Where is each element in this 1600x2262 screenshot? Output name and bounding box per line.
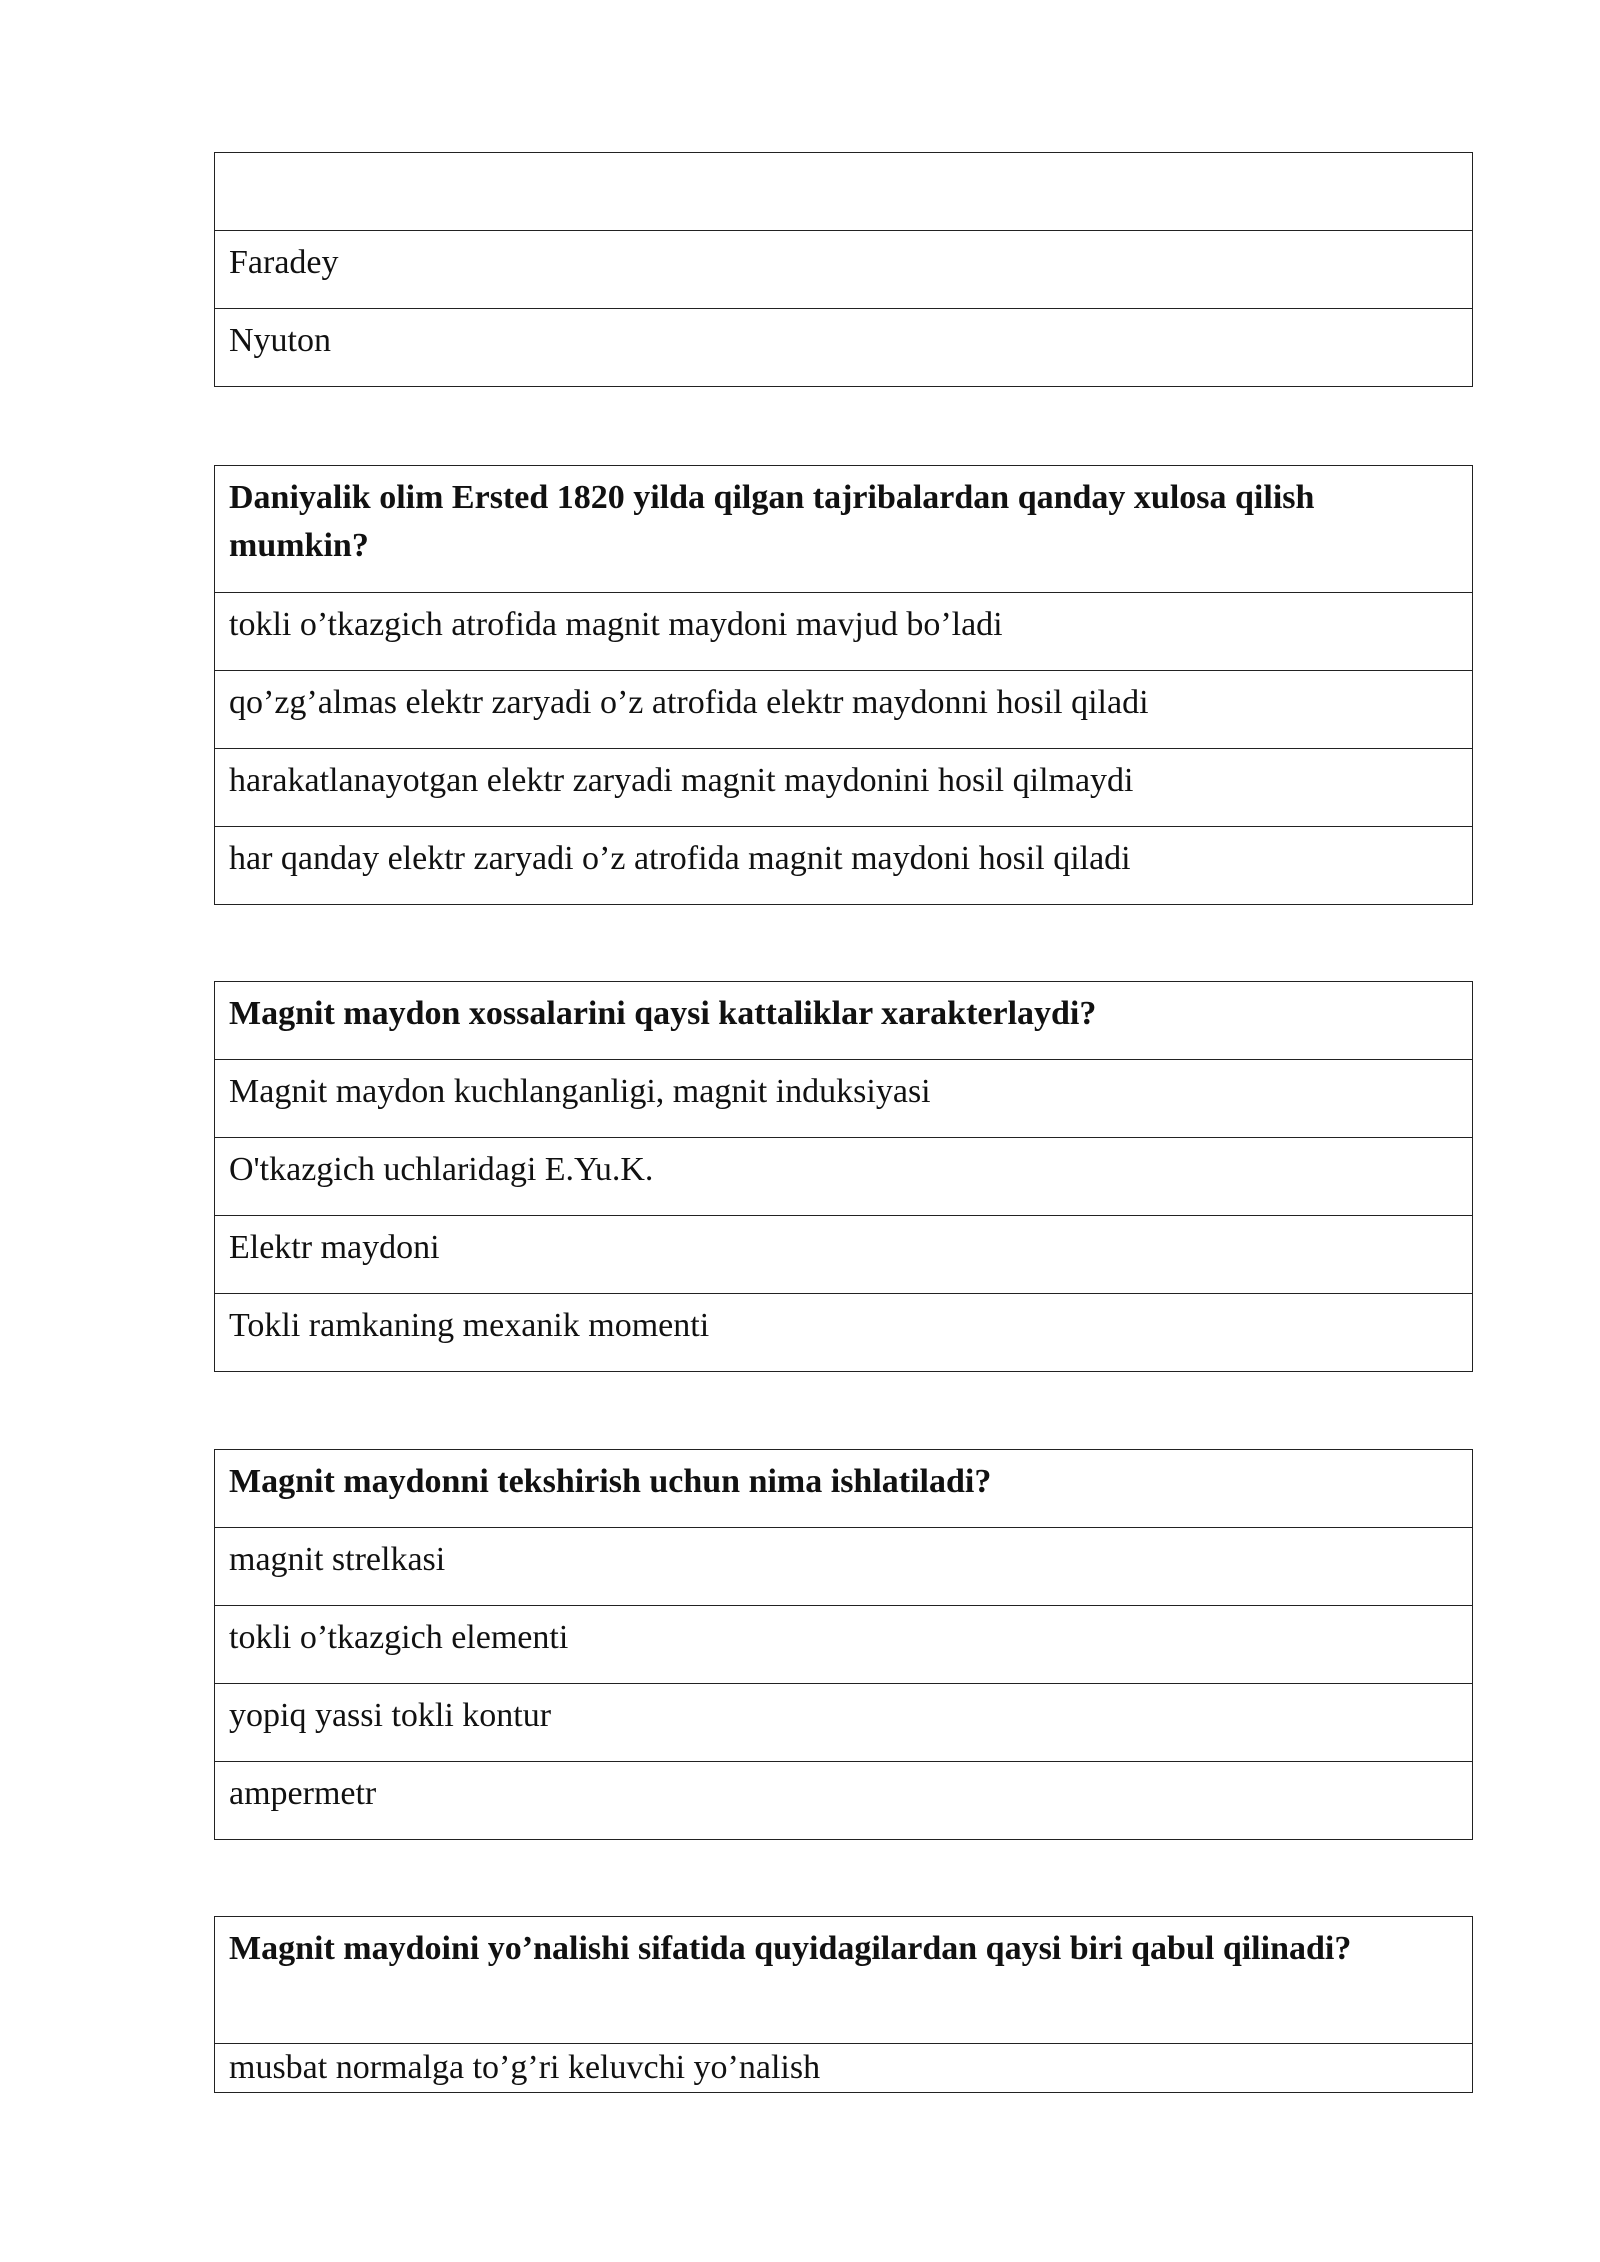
answer-option: qo’zg’almas elektr zaryadi o’z atrofida elektr maydonni hosil qiladi (215, 671, 1473, 749)
answer-option: O'tkazgich uchlaridagi E.Yu.K. (215, 1138, 1473, 1216)
answer-option: yopiq yassi tokli kontur (215, 1684, 1473, 1762)
question-table-0 (214, 152, 1473, 387)
answer-option: ampermetr (215, 1762, 1473, 1840)
question-table-2 (214, 981, 1473, 1372)
answer-option: Tokli ramkaning mexanik momenti (215, 1294, 1473, 1372)
answer-row (215, 671, 1473, 749)
answer-row (215, 1762, 1473, 1840)
question-table-3 (214, 1449, 1473, 1840)
question-table-4 (214, 1916, 1473, 2093)
question-row (215, 153, 1473, 231)
answer-option: Elektr maydoni (215, 1216, 1473, 1294)
answer-option: Magnit maydon kuchlanganligi, magnit induksiyasi (215, 1060, 1473, 1138)
answer-option: tokli o’tkazgich atrofida magnit maydoni mavjud bo’ladi (215, 593, 1473, 671)
question-text (215, 153, 1473, 231)
answer-option: musbat normalga to’g’ri keluvchi yo’nalish (215, 2044, 1473, 2093)
question-text: Magnit maydoini yo’nalishi sifatida quyidagilardan qaysi biri qabul qilinadi? (215, 1917, 1473, 2044)
answer-row (215, 1216, 1473, 1294)
answer-option: tokli o’tkazgich elementi (215, 1606, 1473, 1684)
answer-row (215, 827, 1473, 905)
answer-option: harakatlanayotgan elektr zaryadi magnit maydonini hosil qilmaydi (215, 749, 1473, 827)
answer-row (215, 1138, 1473, 1216)
question-row (215, 982, 1473, 1060)
answer-row (215, 749, 1473, 827)
answer-row (215, 2044, 1473, 2093)
answer-row (215, 1294, 1473, 1372)
answer-option: Faradey (215, 231, 1473, 309)
question-table-1 (214, 465, 1473, 905)
question-text: Magnit maydon xossalarini qaysi kattaliklar xarakterlaydi? (215, 982, 1473, 1060)
answer-row (215, 1060, 1473, 1138)
answer-row (215, 593, 1473, 671)
question-row (215, 466, 1473, 593)
question-text: Magnit maydonni tekshirish uchun nima ishlatiladi? (215, 1450, 1473, 1528)
answer-row (215, 231, 1473, 309)
answer-row (215, 309, 1473, 387)
answer-option: har qanday elektr zaryadi o’z atrofida magnit maydoni hosil qiladi (215, 827, 1473, 905)
answer-row (215, 1684, 1473, 1762)
question-text: Daniyalik olim Ersted 1820 yilda qilgan tajribalardan qanday xulosa qilish mumkin? (215, 466, 1473, 593)
answer-row (215, 1606, 1473, 1684)
question-row (215, 1450, 1473, 1528)
answer-option: magnit strelkasi (215, 1528, 1473, 1606)
answer-row (215, 1528, 1473, 1606)
answer-option: Nyuton (215, 309, 1473, 387)
question-row (215, 1917, 1473, 2044)
